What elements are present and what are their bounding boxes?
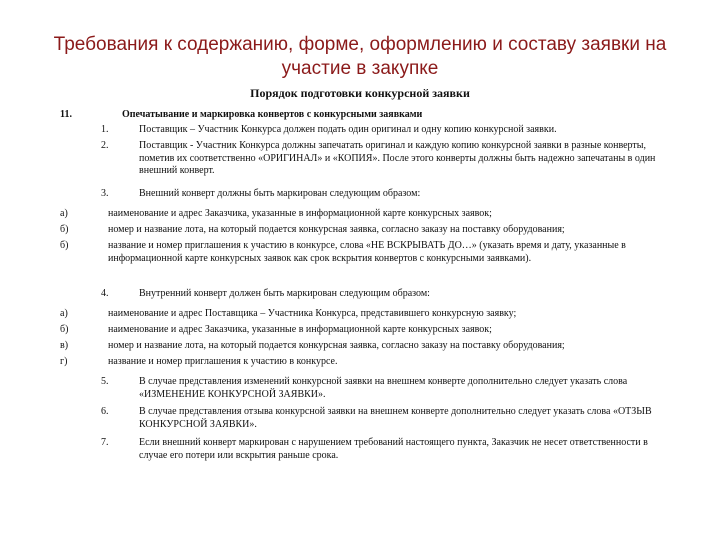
item-number: 7.	[101, 437, 109, 448]
item-number: 3.	[101, 188, 109, 199]
subitem-text: номер и название лота, на который подается конкурсная заявка, согласно заказу на поставку оборудования;	[108, 340, 565, 351]
item-text: Поставщик – Участник Конкурса должен подать один оригинал и одну копию конкурсной заявки.	[139, 124, 557, 135]
subitem-letter: б)	[60, 324, 69, 335]
item-text: В случае представления отзыва конкурсной заявки на внешнем конверте дополнительно следует указать слова «ОТЗЫВ КОНКУРСНОЙ ЗАЯВКИ».	[139, 406, 652, 430]
item-number: 4.	[101, 288, 109, 299]
subitem-letter: а)	[60, 208, 68, 219]
item-number: 1.	[101, 124, 109, 135]
item-text: В случае представления изменений конкурсной заявки на внешнем конверте дополнительно следует указать слова «ИЗМЕНЕНИЕ КОНКУРСНОЙ ЗАЯВКИ».	[139, 376, 628, 400]
subitem-text: наименование и адрес Заказчика, указанные в информационной карте конкурсных заявок;	[108, 324, 492, 335]
item-number: 5.	[101, 376, 109, 387]
subitem-text: название и номер приглашения к участию в конкурсе.	[108, 356, 338, 367]
item-text: Внутренний конверт должен быть маркирован следующим образом:	[139, 288, 430, 299]
subitem-text: название и номер приглашения к участию в конкурсе, слова «НЕ ВСКРЫВАТЬ ДО…» (указать время и дату, указанные в информационной карте конкурсных заявок как срок вскрытия конвертов с конкурсными заявками).	[108, 240, 626, 264]
subitem-letter: г)	[60, 356, 68, 367]
item-number: 6.	[101, 406, 109, 417]
section-heading: Опечатывание и маркировка конвертов с конкурсными заявками	[122, 109, 423, 120]
item-text: Внешний конверт должны быть маркирован следующим образом:	[139, 188, 421, 199]
section-subtitle: Порядок подготовки конкурсной заявки	[250, 86, 470, 100]
subitem-letter: б)	[60, 224, 69, 235]
subitem-letter: б)	[60, 240, 69, 251]
subitem-text: наименование и адрес Поставщика – Участника Конкурса, представившего конкурсную заявку;	[108, 308, 517, 319]
item-text: Поставщик - Участник Конкурса должны запечатать оригинал и каждую копию конкурсной заявки в разные конверты, пометив их соответственно «ОРИГИНАЛ» и «КОПИЯ». После этого конверты должны быть надежно запечатаны в один внешний конверт.	[139, 140, 656, 176]
slide-title: Требования к содержанию, форме, оформлению и составу заявки на участие в закупке	[53, 34, 667, 79]
subitem-letter: а)	[60, 308, 68, 319]
subitem-text: наименование и адрес Заказчика, указанные в информационной карте конкурсных заявок;	[108, 208, 492, 219]
section-number: 11.	[60, 109, 72, 120]
item-number: 2.	[101, 140, 109, 151]
subitem-text: номер и название лота, на который подается конкурсная заявка, согласно заказу на поставку оборудования;	[108, 224, 565, 235]
subitem-letter: в)	[60, 340, 69, 351]
item-text: Если внешний конверт маркирован с нарушением требований настоящего пункта, Заказчик не несет ответственности в случае его потери или вскрытия раньше срока.	[139, 437, 648, 461]
